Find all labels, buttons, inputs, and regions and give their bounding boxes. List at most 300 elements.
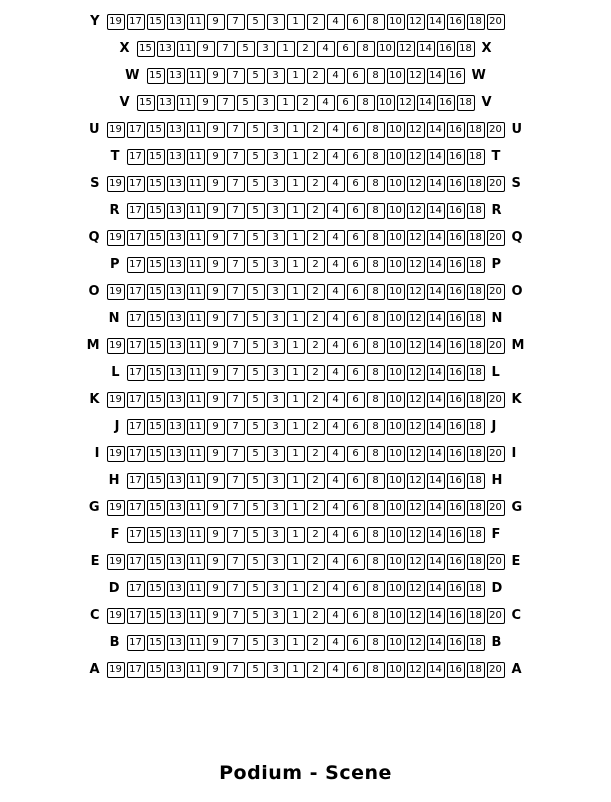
seat[interactable]: 11 xyxy=(187,284,205,300)
seat[interactable]: 3 xyxy=(267,338,285,354)
seat[interactable]: 4 xyxy=(327,419,345,435)
seat[interactable]: 8 xyxy=(367,392,385,408)
seat[interactable]: 9 xyxy=(207,122,225,138)
seat[interactable]: 13 xyxy=(167,338,185,354)
seat[interactable]: 14 xyxy=(427,419,445,435)
seat[interactable]: 5 xyxy=(247,257,265,273)
seat[interactable]: 19 xyxy=(107,284,125,300)
seat[interactable]: 20 xyxy=(487,662,505,678)
seat[interactable]: 2 xyxy=(307,419,325,435)
seat[interactable]: 17 xyxy=(127,581,145,597)
seat[interactable]: 9 xyxy=(197,41,215,57)
seat[interactable]: 10 xyxy=(387,311,405,327)
seat[interactable]: 18 xyxy=(467,473,485,489)
seat[interactable]: 5 xyxy=(247,608,265,624)
seat[interactable]: 4 xyxy=(327,68,345,84)
seat[interactable]: 4 xyxy=(327,662,345,678)
seat[interactable]: 15 xyxy=(147,500,165,516)
seat[interactable]: 19 xyxy=(107,122,125,138)
seat[interactable]: 12 xyxy=(407,500,425,516)
seat[interactable]: 3 xyxy=(257,41,275,57)
seat[interactable]: 3 xyxy=(267,500,285,516)
seat[interactable]: 4 xyxy=(327,500,345,516)
seat[interactable]: 10 xyxy=(387,473,405,489)
seat[interactable]: 8 xyxy=(367,122,385,138)
seat[interactable]: 7 xyxy=(227,608,245,624)
seat[interactable]: 1 xyxy=(287,365,305,381)
seat[interactable]: 15 xyxy=(147,338,165,354)
seat[interactable]: 9 xyxy=(207,68,225,84)
seat[interactable]: 11 xyxy=(187,608,205,624)
seat[interactable]: 1 xyxy=(287,500,305,516)
seat[interactable]: 6 xyxy=(347,68,365,84)
seat[interactable]: 18 xyxy=(467,365,485,381)
seat[interactable]: 4 xyxy=(327,284,345,300)
seat[interactable]: 7 xyxy=(227,500,245,516)
seat[interactable]: 16 xyxy=(447,338,465,354)
seat[interactable]: 7 xyxy=(227,419,245,435)
seat[interactable]: 1 xyxy=(277,41,295,57)
seat[interactable]: 1 xyxy=(287,284,305,300)
seat[interactable]: 10 xyxy=(387,149,405,165)
seat[interactable]: 3 xyxy=(267,230,285,246)
seat[interactable]: 3 xyxy=(267,257,285,273)
seat[interactable]: 1 xyxy=(287,635,305,651)
seat[interactable]: 2 xyxy=(307,581,325,597)
seat[interactable]: 7 xyxy=(227,257,245,273)
seat[interactable]: 18 xyxy=(467,527,485,543)
seat[interactable]: 9 xyxy=(207,446,225,462)
seat[interactable]: 1 xyxy=(287,608,305,624)
seat[interactable]: 10 xyxy=(387,608,405,624)
seat[interactable]: 11 xyxy=(187,338,205,354)
seat[interactable]: 2 xyxy=(297,95,315,111)
seat[interactable]: 2 xyxy=(307,257,325,273)
seat[interactable]: 10 xyxy=(387,176,405,192)
seat[interactable]: 20 xyxy=(487,230,505,246)
seat[interactable]: 12 xyxy=(407,473,425,489)
seat[interactable]: 9 xyxy=(207,554,225,570)
seat[interactable]: 13 xyxy=(167,581,185,597)
seat[interactable]: 2 xyxy=(307,230,325,246)
seat[interactable]: 16 xyxy=(447,446,465,462)
seat[interactable]: 5 xyxy=(247,446,265,462)
seat[interactable]: 15 xyxy=(147,122,165,138)
seat[interactable]: 14 xyxy=(427,473,445,489)
seat[interactable]: 20 xyxy=(487,338,505,354)
seat[interactable]: 19 xyxy=(107,500,125,516)
seat[interactable]: 15 xyxy=(137,95,155,111)
seat[interactable]: 7 xyxy=(227,446,245,462)
seat[interactable]: 14 xyxy=(427,230,445,246)
seat[interactable]: 14 xyxy=(427,446,445,462)
seat[interactable]: 13 xyxy=(167,122,185,138)
seat[interactable]: 16 xyxy=(447,527,465,543)
seat[interactable]: 11 xyxy=(187,662,205,678)
seat[interactable]: 8 xyxy=(357,41,375,57)
seat[interactable]: 19 xyxy=(107,230,125,246)
seat[interactable]: 13 xyxy=(167,500,185,516)
seat[interactable]: 6 xyxy=(347,554,365,570)
seat[interactable]: 2 xyxy=(307,527,325,543)
seat[interactable]: 13 xyxy=(167,608,185,624)
seat[interactable]: 3 xyxy=(267,365,285,381)
seat[interactable]: 11 xyxy=(187,14,205,30)
seat[interactable]: 17 xyxy=(127,419,145,435)
seat[interactable]: 7 xyxy=(227,311,245,327)
seat[interactable]: 11 xyxy=(187,176,205,192)
seat[interactable]: 17 xyxy=(127,608,145,624)
seat[interactable]: 10 xyxy=(377,95,395,111)
seat[interactable]: 1 xyxy=(287,68,305,84)
seat[interactable]: 6 xyxy=(347,122,365,138)
seat[interactable]: 14 xyxy=(427,257,445,273)
seat[interactable]: 14 xyxy=(427,68,445,84)
seat[interactable]: 8 xyxy=(367,257,385,273)
seat[interactable]: 4 xyxy=(327,14,345,30)
seat[interactable]: 16 xyxy=(447,554,465,570)
seat[interactable]: 20 xyxy=(487,446,505,462)
seat[interactable]: 9 xyxy=(207,203,225,219)
seat[interactable]: 7 xyxy=(227,203,245,219)
seat[interactable]: 19 xyxy=(107,446,125,462)
seat[interactable]: 14 xyxy=(417,41,435,57)
seat[interactable]: 4 xyxy=(327,446,345,462)
seat[interactable]: 17 xyxy=(127,230,145,246)
seat[interactable]: 9 xyxy=(207,338,225,354)
seat[interactable]: 11 xyxy=(187,446,205,462)
seat[interactable]: 20 xyxy=(487,392,505,408)
seat[interactable]: 11 xyxy=(187,581,205,597)
seat[interactable]: 5 xyxy=(247,14,265,30)
seat[interactable]: 6 xyxy=(347,311,365,327)
seat[interactable]: 7 xyxy=(227,473,245,489)
seat[interactable]: 10 xyxy=(387,392,405,408)
seat[interactable]: 14 xyxy=(427,338,445,354)
seat[interactable]: 13 xyxy=(167,527,185,543)
seat[interactable]: 6 xyxy=(337,41,355,57)
seat[interactable]: 13 xyxy=(167,149,185,165)
seat[interactable]: 9 xyxy=(197,95,215,111)
seat[interactable]: 2 xyxy=(307,68,325,84)
seat[interactable]: 10 xyxy=(387,419,405,435)
seat[interactable]: 6 xyxy=(347,14,365,30)
seat[interactable]: 1 xyxy=(287,203,305,219)
seat[interactable]: 12 xyxy=(397,95,415,111)
seat[interactable]: 7 xyxy=(227,527,245,543)
seat[interactable]: 3 xyxy=(267,284,285,300)
seat[interactable]: 14 xyxy=(427,635,445,651)
seat[interactable]: 1 xyxy=(277,95,295,111)
seat[interactable]: 10 xyxy=(387,14,405,30)
seat[interactable]: 16 xyxy=(447,68,465,84)
seat[interactable]: 14 xyxy=(427,392,445,408)
seat[interactable]: 19 xyxy=(107,554,125,570)
seat[interactable]: 7 xyxy=(227,554,245,570)
seat[interactable]: 9 xyxy=(207,257,225,273)
seat[interactable]: 13 xyxy=(167,311,185,327)
seat[interactable]: 17 xyxy=(127,635,145,651)
seat[interactable]: 2 xyxy=(307,446,325,462)
seat[interactable]: 13 xyxy=(167,284,185,300)
seat[interactable]: 11 xyxy=(177,95,195,111)
seat[interactable]: 11 xyxy=(187,473,205,489)
seat[interactable]: 2 xyxy=(307,203,325,219)
seat[interactable]: 14 xyxy=(427,311,445,327)
seat[interactable]: 3 xyxy=(267,176,285,192)
seat[interactable]: 15 xyxy=(147,527,165,543)
seat[interactable]: 7 xyxy=(217,95,235,111)
seat[interactable]: 8 xyxy=(367,662,385,678)
seat[interactable]: 10 xyxy=(387,122,405,138)
seat[interactable]: 1 xyxy=(287,662,305,678)
seat[interactable]: 20 xyxy=(487,554,505,570)
seat[interactable]: 16 xyxy=(447,365,465,381)
seat[interactable]: 11 xyxy=(187,365,205,381)
seat[interactable]: 3 xyxy=(267,149,285,165)
seat[interactable]: 8 xyxy=(367,419,385,435)
seat[interactable]: 2 xyxy=(307,392,325,408)
seat[interactable]: 8 xyxy=(367,203,385,219)
seat[interactable]: 1 xyxy=(287,257,305,273)
seat[interactable]: 8 xyxy=(367,527,385,543)
seat[interactable]: 18 xyxy=(467,203,485,219)
seat[interactable]: 17 xyxy=(127,284,145,300)
seat[interactable]: 13 xyxy=(167,392,185,408)
seat[interactable]: 18 xyxy=(467,176,485,192)
seat[interactable]: 4 xyxy=(327,230,345,246)
seat[interactable]: 13 xyxy=(167,68,185,84)
seat[interactable]: 3 xyxy=(267,581,285,597)
seat[interactable]: 5 xyxy=(247,311,265,327)
seat[interactable]: 15 xyxy=(147,554,165,570)
seat[interactable]: 18 xyxy=(467,311,485,327)
seat[interactable]: 16 xyxy=(447,473,465,489)
seat[interactable]: 14 xyxy=(427,149,445,165)
seat[interactable]: 6 xyxy=(347,284,365,300)
seat[interactable]: 16 xyxy=(447,500,465,516)
seat[interactable]: 17 xyxy=(127,338,145,354)
seat[interactable]: 8 xyxy=(367,554,385,570)
seat[interactable]: 19 xyxy=(107,392,125,408)
seat[interactable]: 16 xyxy=(447,635,465,651)
seat[interactable]: 15 xyxy=(147,365,165,381)
seat[interactable]: 7 xyxy=(227,581,245,597)
seat[interactable]: 5 xyxy=(247,419,265,435)
seat[interactable]: 10 xyxy=(387,635,405,651)
seat[interactable]: 14 xyxy=(427,608,445,624)
seat[interactable]: 15 xyxy=(147,635,165,651)
seat[interactable]: 8 xyxy=(357,95,375,111)
seat[interactable]: 17 xyxy=(127,122,145,138)
seat[interactable]: 20 xyxy=(487,500,505,516)
seat[interactable]: 14 xyxy=(427,581,445,597)
seat[interactable]: 7 xyxy=(227,230,245,246)
seat[interactable]: 13 xyxy=(167,473,185,489)
seat[interactable]: 12 xyxy=(407,392,425,408)
seat[interactable]: 4 xyxy=(327,338,345,354)
seat[interactable]: 18 xyxy=(467,635,485,651)
seat[interactable]: 10 xyxy=(387,257,405,273)
seat[interactable]: 15 xyxy=(137,41,155,57)
seat[interactable]: 14 xyxy=(417,95,435,111)
seat[interactable]: 8 xyxy=(367,149,385,165)
seat[interactable]: 4 xyxy=(327,311,345,327)
seat[interactable]: 2 xyxy=(307,338,325,354)
seat[interactable]: 17 xyxy=(127,257,145,273)
seat[interactable]: 15 xyxy=(147,68,165,84)
seat[interactable]: 18 xyxy=(467,122,485,138)
seat[interactable]: 17 xyxy=(127,527,145,543)
seat[interactable]: 6 xyxy=(347,230,365,246)
seat[interactable]: 6 xyxy=(347,149,365,165)
seat[interactable]: 5 xyxy=(247,122,265,138)
seat[interactable]: 4 xyxy=(327,122,345,138)
seat[interactable]: 4 xyxy=(327,176,345,192)
seat[interactable]: 11 xyxy=(177,41,195,57)
seat[interactable]: 9 xyxy=(207,311,225,327)
seat[interactable]: 15 xyxy=(147,446,165,462)
seat[interactable]: 15 xyxy=(147,581,165,597)
seat[interactable]: 6 xyxy=(347,662,365,678)
seat[interactable]: 5 xyxy=(237,41,255,57)
seat[interactable]: 8 xyxy=(367,446,385,462)
seat[interactable]: 11 xyxy=(187,419,205,435)
seat[interactable]: 10 xyxy=(387,284,405,300)
seat[interactable]: 6 xyxy=(347,473,365,489)
seat[interactable]: 16 xyxy=(447,662,465,678)
seat[interactable]: 12 xyxy=(407,419,425,435)
seat[interactable]: 16 xyxy=(447,203,465,219)
seat[interactable]: 6 xyxy=(347,527,365,543)
seat[interactable]: 5 xyxy=(247,365,265,381)
seat[interactable]: 5 xyxy=(247,392,265,408)
seat[interactable]: 6 xyxy=(347,365,365,381)
seat[interactable]: 11 xyxy=(187,392,205,408)
seat[interactable]: 6 xyxy=(347,203,365,219)
seat[interactable]: 20 xyxy=(487,122,505,138)
seat[interactable]: 9 xyxy=(207,149,225,165)
seat[interactable]: 13 xyxy=(167,230,185,246)
seat[interactable]: 6 xyxy=(347,581,365,597)
seat[interactable]: 16 xyxy=(447,257,465,273)
seat[interactable]: 9 xyxy=(207,284,225,300)
seat[interactable]: 15 xyxy=(147,608,165,624)
seat[interactable]: 13 xyxy=(157,95,175,111)
seat[interactable]: 15 xyxy=(147,14,165,30)
seat[interactable]: 4 xyxy=(327,473,345,489)
seat[interactable]: 8 xyxy=(367,473,385,489)
seat[interactable]: 8 xyxy=(367,68,385,84)
seat[interactable]: 1 xyxy=(287,446,305,462)
seat[interactable]: 6 xyxy=(347,500,365,516)
seat[interactable]: 16 xyxy=(437,41,455,57)
seat[interactable]: 9 xyxy=(207,230,225,246)
seat[interactable]: 18 xyxy=(467,149,485,165)
seat[interactable]: 8 xyxy=(367,311,385,327)
seat[interactable]: 18 xyxy=(467,554,485,570)
seat[interactable]: 17 xyxy=(127,365,145,381)
seat[interactable]: 15 xyxy=(147,284,165,300)
seat[interactable]: 12 xyxy=(407,284,425,300)
seat[interactable]: 10 xyxy=(387,203,405,219)
seat[interactable]: 10 xyxy=(387,338,405,354)
seat[interactable]: 3 xyxy=(267,608,285,624)
seat[interactable]: 15 xyxy=(147,662,165,678)
seat[interactable]: 14 xyxy=(427,662,445,678)
seat[interactable]: 13 xyxy=(167,419,185,435)
seat[interactable]: 13 xyxy=(167,635,185,651)
seat[interactable]: 8 xyxy=(367,338,385,354)
seat[interactable]: 4 xyxy=(327,203,345,219)
seat[interactable]: 14 xyxy=(427,284,445,300)
seat[interactable]: 10 xyxy=(387,527,405,543)
seat[interactable]: 2 xyxy=(297,41,315,57)
seat[interactable]: 3 xyxy=(267,554,285,570)
seat[interactable]: 4 xyxy=(327,554,345,570)
seat[interactable]: 10 xyxy=(387,581,405,597)
seat[interactable]: 11 xyxy=(187,149,205,165)
seat[interactable]: 17 xyxy=(127,554,145,570)
seat[interactable]: 9 xyxy=(207,527,225,543)
seat[interactable]: 7 xyxy=(227,14,245,30)
seat[interactable]: 9 xyxy=(207,608,225,624)
seat[interactable]: 12 xyxy=(407,203,425,219)
seat[interactable]: 8 xyxy=(367,14,385,30)
seat[interactable]: 1 xyxy=(287,176,305,192)
seat[interactable]: 5 xyxy=(247,473,265,489)
seat[interactable]: 2 xyxy=(307,149,325,165)
seat[interactable]: 12 xyxy=(407,365,425,381)
seat[interactable]: 14 xyxy=(427,500,445,516)
seat[interactable]: 17 xyxy=(127,473,145,489)
seat[interactable]: 17 xyxy=(127,311,145,327)
seat[interactable]: 12 xyxy=(407,608,425,624)
seat[interactable]: 9 xyxy=(207,581,225,597)
seat[interactable]: 3 xyxy=(257,95,275,111)
seat[interactable]: 5 xyxy=(247,230,265,246)
seat[interactable]: 12 xyxy=(407,149,425,165)
seat[interactable]: 14 xyxy=(427,14,445,30)
seat[interactable]: 14 xyxy=(427,122,445,138)
seat[interactable]: 3 xyxy=(267,419,285,435)
seat[interactable]: 15 xyxy=(147,257,165,273)
seat[interactable]: 7 xyxy=(227,176,245,192)
seat[interactable]: 11 xyxy=(187,635,205,651)
seat[interactable]: 5 xyxy=(247,176,265,192)
seat[interactable]: 3 xyxy=(267,662,285,678)
seat[interactable]: 7 xyxy=(227,284,245,300)
seat[interactable]: 5 xyxy=(247,635,265,651)
seat[interactable]: 4 xyxy=(317,41,335,57)
seat[interactable]: 18 xyxy=(457,95,475,111)
seat[interactable]: 17 xyxy=(127,446,145,462)
seat[interactable]: 18 xyxy=(467,230,485,246)
seat[interactable]: 16 xyxy=(447,122,465,138)
seat[interactable]: 3 xyxy=(267,473,285,489)
seat[interactable]: 5 xyxy=(247,581,265,597)
seat[interactable]: 18 xyxy=(467,446,485,462)
seat[interactable]: 2 xyxy=(307,176,325,192)
seat[interactable]: 1 xyxy=(287,338,305,354)
seat[interactable]: 17 xyxy=(127,176,145,192)
seat[interactable]: 16 xyxy=(447,581,465,597)
seat[interactable]: 6 xyxy=(337,95,355,111)
seat[interactable]: 17 xyxy=(127,203,145,219)
seat[interactable]: 8 xyxy=(367,365,385,381)
seat[interactable]: 12 xyxy=(407,446,425,462)
seat[interactable]: 12 xyxy=(407,338,425,354)
